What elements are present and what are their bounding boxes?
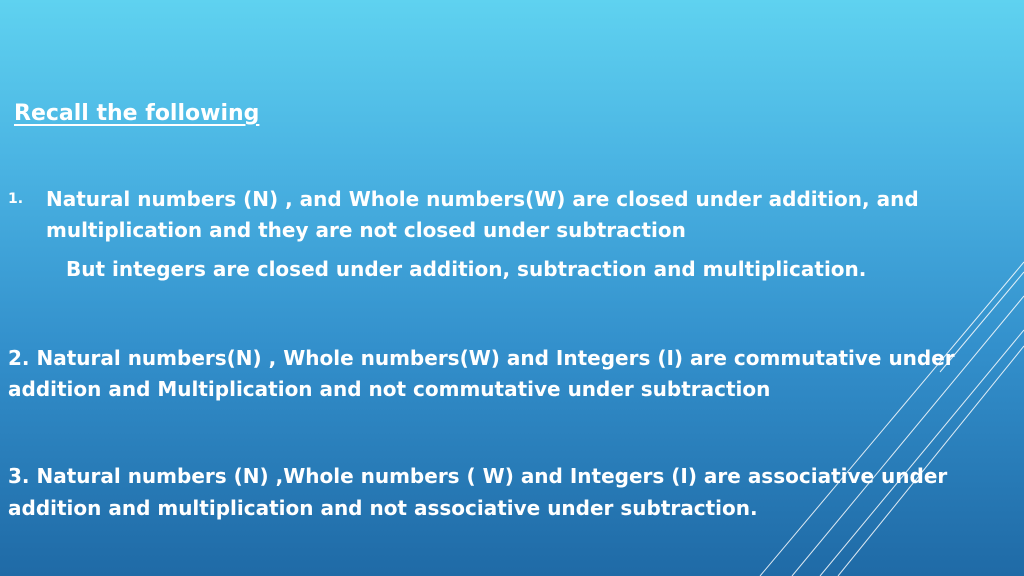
deco-line-3 bbox=[792, 296, 1024, 576]
list-item-1-extra: But integers are closed under addition, subtraction and multiplication. bbox=[66, 257, 867, 281]
list-item-3: 3. Natural numbers (N) ,Whole numbers ( W) and Integers (I) are associative under addition and multiplication and not associative under subtraction. bbox=[8, 464, 948, 520]
list-item-1-number: 1. bbox=[8, 191, 24, 207]
deco-line-1 bbox=[760, 262, 1024, 576]
slide-heading: Recall the following bbox=[14, 101, 260, 126]
list-item-1-text: Natural numbers (N) , and Whole numbers(W) are closed under addition, and multiplication and they are not closed under subtraction bbox=[46, 187, 919, 242]
list-item-2: 2. Natural numbers(N) , Whole numbers(W) and Integers (I) are commutative under addition and Multiplication and not commutative under subtraction bbox=[8, 346, 955, 401]
